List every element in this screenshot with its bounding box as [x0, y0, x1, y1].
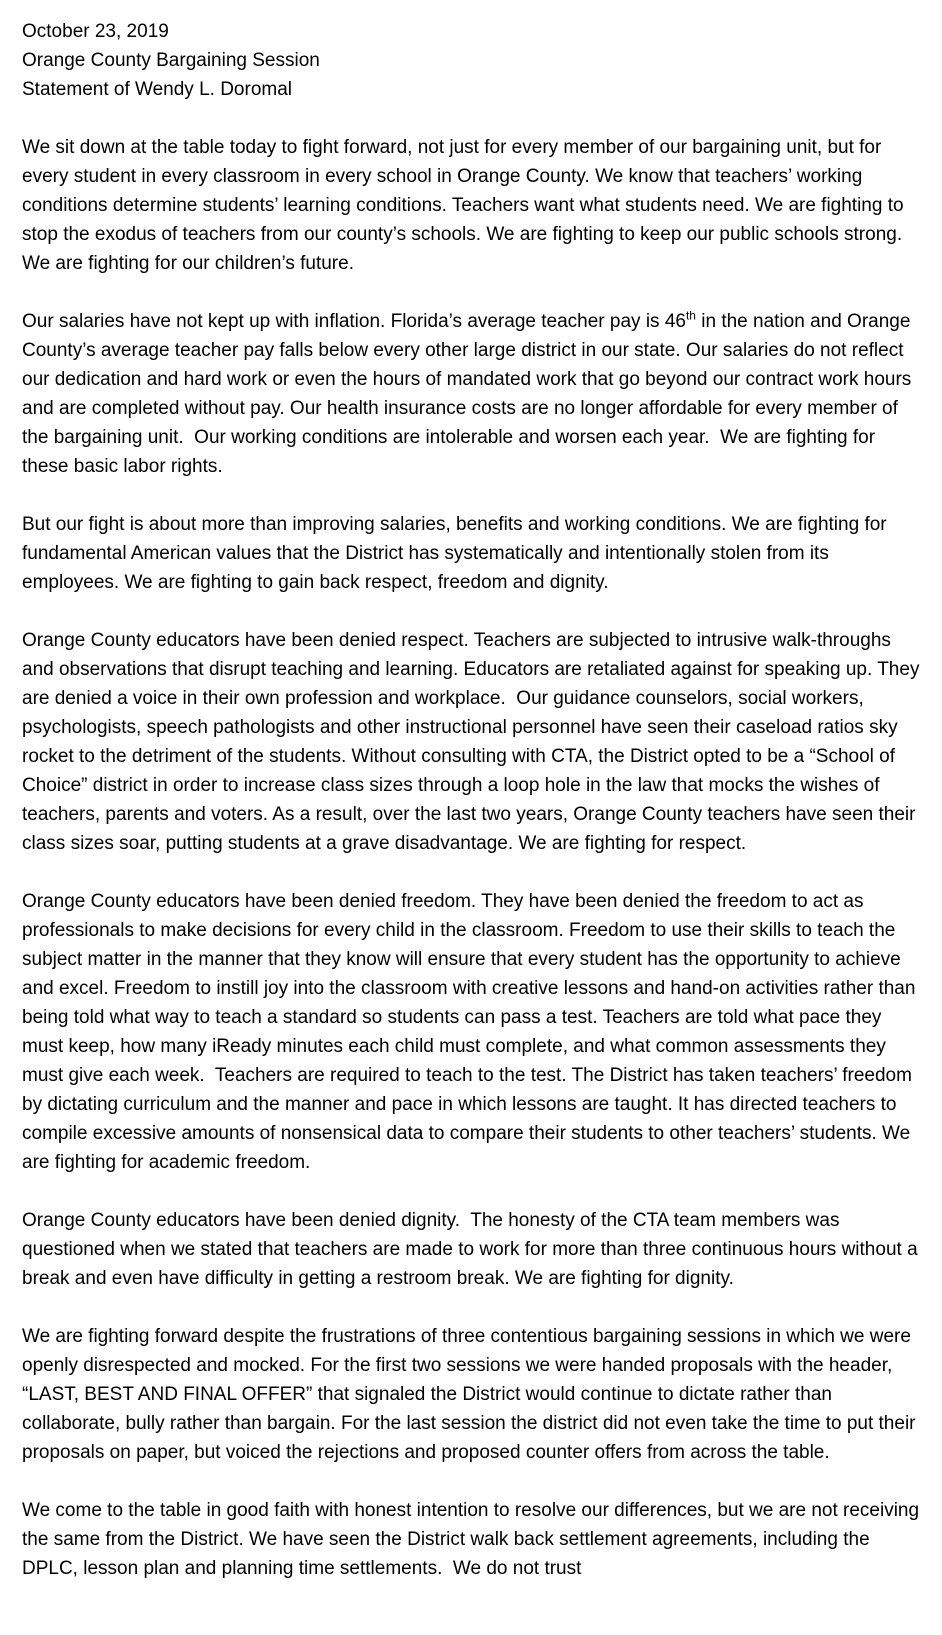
header-byline: Statement of Wendy L. Doromal	[22, 79, 292, 100]
document-header	[22, 17, 922, 104]
paragraph-salaries	[22, 307, 922, 481]
paragraph-salaries-post: in the nation and Orange County’s average teacher pay falls below every other large district in our state. Our salaries do not reflect our dedication and hard work or even the hours of mandated work that go beyond our contract work hours and are completed without pay. Our health insurance costs are no longer affordable for every member of the bargaining unit. Our working conditions are intolerable and worsen each year. We are fighting for these basic labor rights.	[22, 311, 917, 477]
paragraph-fighting-forward-sessions: We are fighting forward despite the frustrations of three contentious bargaining sessions in which we were openly disrespected and mocked. For the first two sessions we were handed proposals with the header, “LAST, BEST AND FINAL OFFER” that signaled the District would continue to dictate rather than collaborate, bully rather than bargain. For the last session the district did not even take the time to put their proposals on paper, but voiced the rejections and proposed counter offers from across the table.	[22, 1326, 921, 1463]
header-date: October 23, 2019	[22, 21, 169, 42]
paragraph-fundamental-values: But our fight is about more than improving salaries, benefits and working conditions. We are fighting for fundamental American values that the District has systematically and intentionally stolen from its employees. We are fighting to gain back respect, freedom and dignity.	[22, 514, 892, 593]
header-title: Orange County Bargaining Session	[22, 50, 320, 71]
paragraph-denied-respect: Orange County educators have been denied respect. Teachers are subjected to intrusive walk-throughs and observations that disrupt teaching and learning. Educators are retaliated against for speaking up. They are denied a voice in their own profession and workplace. Our guidance counselors, social workers, psychologists, speech pathologists and other instructional personnel have seen their caseload ratios sky rocket to the detriment of the students. Without consulting with CTA, the District opted to be a “School of Choice” district in order to increase class sizes through a loop hole in the law that mocks the wishes of teachers, parents and voters. As a result, over the last two years, Orange County teachers have seen their class sizes soar, putting students at a grave disadvantage. We are fighting for respect.	[22, 630, 925, 854]
paragraph-denied-freedom: Orange County educators have been denied freedom. They have been denied the freedom to act as professionals to make decisions for every child in the classroom. Freedom to use their skills to teach the subject matter in the manner that they know will ensure that every student has the opportunity to achieve and excel. Freedom to instill joy into the classroom with creative lessons and hand-on activities rather than being told what way to teach a standard so students can pass a test. Teachers are told what pace they must keep, how many iReady minutes each child must complete, and what common assessments they must give each week. Teachers are required to teach to the test. The District has taken teachers’ freedom by dictating curriculum and the manner and pace in which lessons are taught. It has directed teachers to compile excessive amounts of nonsensical data to compare their students to other teachers’ students. We are fighting for academic freedom.	[22, 891, 921, 1173]
ordinal-superscript: th	[685, 308, 696, 323]
paragraph-good-faith: We come to the table in good faith with honest intention to resolve our differences, but we are not receiving the same from the District. We have seen the District walk back settlement agreements, including the DPLC, lesson plan and planning time settlements. We do not trust	[22, 1500, 925, 1579]
paragraph-denied-dignity: Orange County educators have been denied dignity. The honesty of the CTA team members was questioned when we stated that teachers are made to work for more than three continuous hours without a break and even have difficulty in getting a restroom break. We are fighting for dignity.	[22, 1210, 923, 1289]
paragraph-fight-forward: We sit down at the table today to fight forward, not just for every member of our bargaining unit, but for every student in every classroom in every school in Orange County. We know that teachers’ working conditions determine students’ learning conditions. Teachers want what students need. We are fighting to stop the exodus of teachers from our county’s schools. We are fighting to keep our public schools strong. We are fighting for our children’s future.	[22, 137, 909, 274]
paragraph-salaries-pre: Our salaries have not kept up with inflation. Florida’s average teacher pay is 46	[22, 311, 686, 332]
